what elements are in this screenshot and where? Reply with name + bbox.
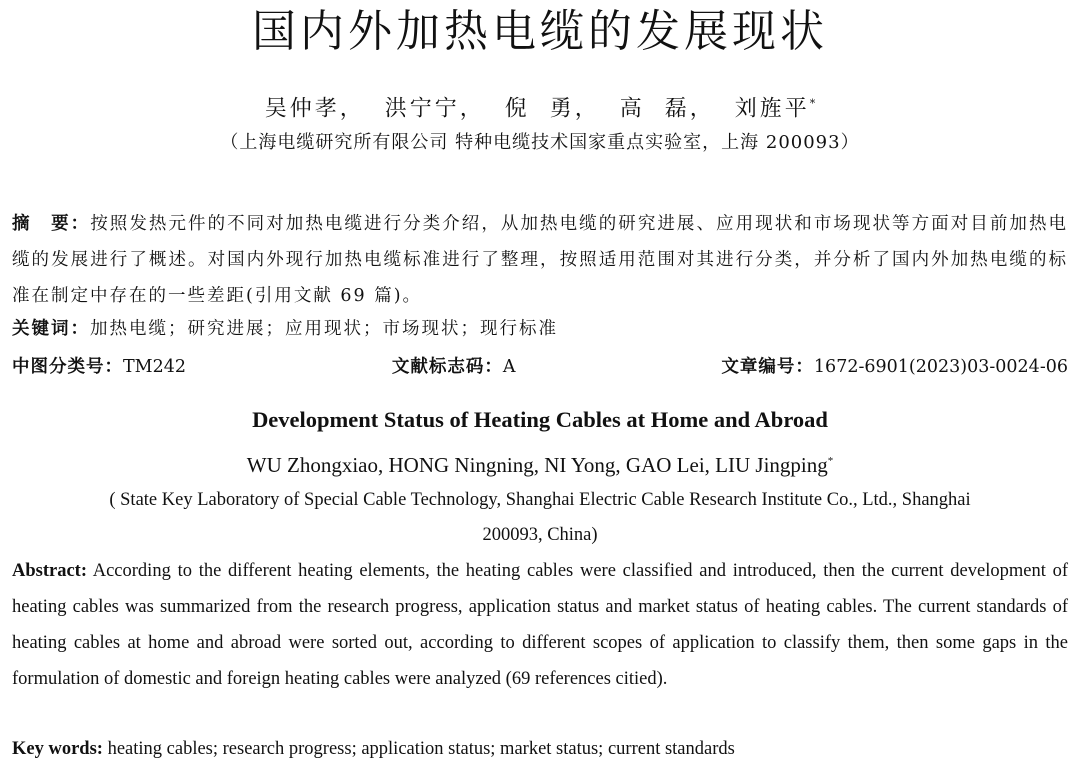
- abstract-chinese: [12, 206, 1068, 314]
- affiliation-english: ( State Key Laboratory of Special Cable Technology, Shanghai Electric Cable Research Institute Co., Ltd., Shanghai 200093, China): [109, 490, 971, 545]
- document-code-label: 文献标志码：: [391, 357, 503, 377]
- classification-row: [12, 352, 1068, 382]
- keywords-english-text: heating cables; research progress; application status; market status; current standards: [102, 739, 735, 759]
- keywords-chinese-label: 关键词：: [12, 319, 90, 339]
- clc-label: 中图分类号：: [12, 357, 123, 377]
- authors-chinese-names: 吴仲孝， 洪宁宁， 倪 勇， 高 磊， 刘旌平: [264, 96, 810, 122]
- clc-value: TM242: [123, 357, 186, 377]
- keywords-english-label: Key words:: [12, 739, 103, 759]
- document-code-value: A: [502, 357, 516, 377]
- document-code: [392, 352, 516, 382]
- abstract-chinese-label: 摘 要：: [12, 214, 91, 234]
- title-chinese: 国内外加热电缆的发展现状: [252, 6, 828, 57]
- title-english: Development Status of Heating Cables at Home and Abroad: [252, 407, 828, 432]
- keywords-chinese-text: 加热电缆；研究进展；应用现状；市场现状；现行标准: [90, 319, 558, 339]
- abstract-english: [12, 553, 1068, 697]
- article-number-label: 文章编号：: [721, 357, 814, 377]
- article-number: [721, 352, 1068, 382]
- corresponding-author-mark-cn: *: [809, 97, 816, 110]
- abstract-chinese-text: 按照发热元件的不同对加热电缆进行分类介绍，从加热电缆的研究进展、应用现状和市场现状等方面对目前加热电缆的发展进行了概述。对国内外现行加热电缆标准进行了整理，按照适用范围对其进行分类，并分析了国内外加热电缆的标准在制定中存在的一些差距(引用文献 69 篇)。: [12, 214, 1069, 306]
- authors-chinese: [0, 89, 1080, 124]
- affiliation-chinese: （上海电缆研究所有限公司 特种电缆技术国家重点实验室，上海 200093）: [220, 132, 860, 153]
- corresponding-author-mark-en: *: [827, 455, 834, 467]
- keywords-english: [12, 733, 1068, 765]
- authors-english-names: WU Zhongxiao, HONG Ningning, NI Yong, GAO Lei, LIU Jingping: [246, 453, 828, 477]
- authors-english: [0, 445, 1080, 481]
- abstract-english-label: Abstract:: [12, 561, 88, 581]
- abstract-english-text: According to the different heating elements, the heating cables were classified and introduced, then the current development of heating cables was summarized from the research progress, application status and market status of heating cables. The current standards of heating cables at home and abroad were sorted out, according to different scopes of application to classify them, then some gaps in the formulation of domestic and foreign heating cables were analyzed (69 references citied).: [12, 561, 1068, 689]
- clc-number: [12, 352, 186, 382]
- article-number-value: 1672-6901(2023)03-0024-06: [813, 357, 1068, 377]
- keywords-chinese: [12, 314, 1068, 344]
